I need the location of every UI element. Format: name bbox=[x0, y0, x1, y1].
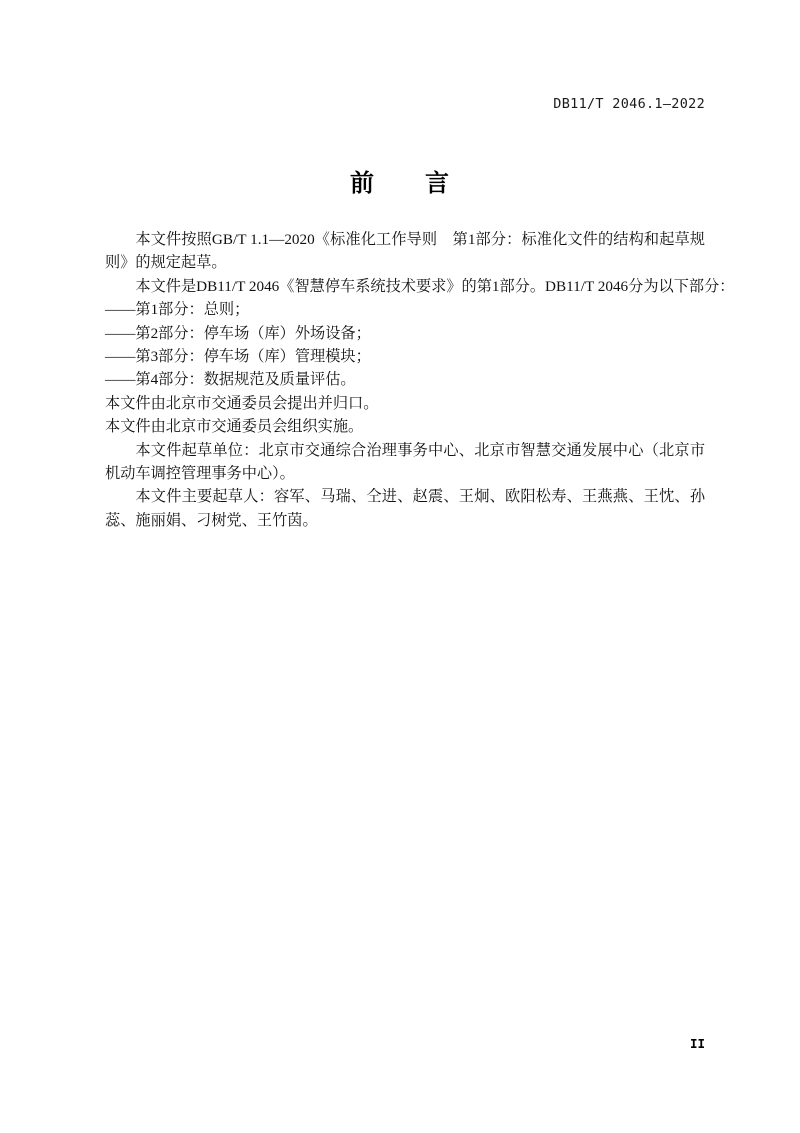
paragraph-drafters: 本文件主要起草人：容军、马瑞、仝进、赵震、王炯、欧阳松寿、王燕燕、王忱、孙蕊、施丽娟、刁树党、王竹茵。 bbox=[105, 488, 705, 529]
list-item-part-2: ——第2部分：停车场（库）外场设备； bbox=[105, 324, 371, 342]
running-header-standard-number: DB11/T 2046.1—2022 bbox=[553, 96, 705, 112]
paragraph-drafting-units: 本文件起草单位：北京市交通综合治理事务中心、北京市智慧交通发展中心（北京市机动车调控管理事务中心）。 bbox=[105, 441, 705, 483]
page-title: 前 言 bbox=[350, 169, 450, 197]
list-item-part-1: ——第1部分：总则； bbox=[105, 301, 250, 319]
page-number: II bbox=[689, 1036, 705, 1051]
list-item-part-3: ——第3部分：停车场（库）管理模块； bbox=[105, 348, 371, 366]
paragraph-implementer: 本文件由北京市交通委员会组织实施。 bbox=[105, 418, 364, 436]
paragraph-series-intro: 本文件是DB11/T 2046《智慧停车系统技术要求》的第1部分。DB11/T 2046分为以下部分： bbox=[135, 277, 735, 295]
paragraph-proposer: 本文件由北京市交通委员会提出并归口。 bbox=[105, 394, 379, 412]
list-item-part-4: ——第4部分：数据规范及质量评估。 bbox=[105, 371, 356, 389]
paragraph-drafting-basis: 本文件按照GB/T 1.1—2020《标准化工作导则 第1部分：标准化文件的结构和起草规则》的规定起草。 bbox=[105, 231, 705, 272]
foreword-body bbox=[105, 228, 735, 532]
